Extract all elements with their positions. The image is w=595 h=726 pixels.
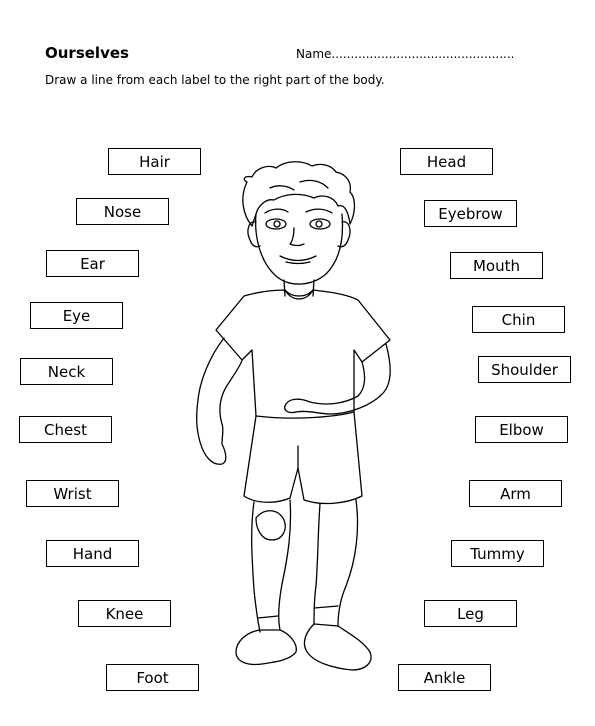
label-tummy[interactable]: Tummy — [451, 540, 544, 567]
right-shoe — [304, 624, 371, 670]
label-shoulder[interactable]: Shoulder — [478, 356, 571, 383]
label-hand[interactable]: Hand — [46, 540, 139, 567]
label-ear[interactable]: Ear — [46, 250, 139, 277]
label-hair[interactable]: Hair — [108, 148, 201, 175]
label-neck[interactable]: Neck — [20, 358, 113, 385]
label-foot[interactable]: Foot — [106, 664, 199, 691]
label-eyebrow[interactable]: Eyebrow — [424, 200, 517, 227]
label-eye[interactable]: Eye — [30, 302, 123, 329]
left-shoe — [236, 630, 296, 665]
left-arm — [197, 338, 242, 464]
hair-outline — [243, 162, 355, 226]
label-head[interactable]: Head — [400, 148, 493, 175]
label-nose[interactable]: Nose — [76, 198, 169, 225]
label-elbow[interactable]: Elbow — [475, 416, 568, 443]
tshirt-outline — [216, 290, 390, 418]
label-knee[interactable]: Knee — [78, 600, 171, 627]
label-arm[interactable]: Arm — [469, 480, 562, 507]
shorts-outline — [244, 412, 362, 503]
right-ear — [338, 222, 350, 247]
name-field[interactable]: Name................................................ — [296, 47, 515, 61]
label-chest[interactable]: Chest — [19, 416, 112, 443]
instructions: Draw a line from each label to the right part of the body. — [45, 73, 385, 87]
label-leg[interactable]: Leg — [424, 600, 517, 627]
label-ankle[interactable]: Ankle — [398, 664, 491, 691]
worksheet-title: Ourselves — [45, 44, 129, 62]
right-arm — [285, 344, 391, 414]
label-chin[interactable]: Chin — [472, 306, 565, 333]
label-wrist[interactable]: Wrist — [26, 480, 119, 507]
label-mouth[interactable]: Mouth — [450, 252, 543, 279]
left-leg — [252, 500, 291, 632]
